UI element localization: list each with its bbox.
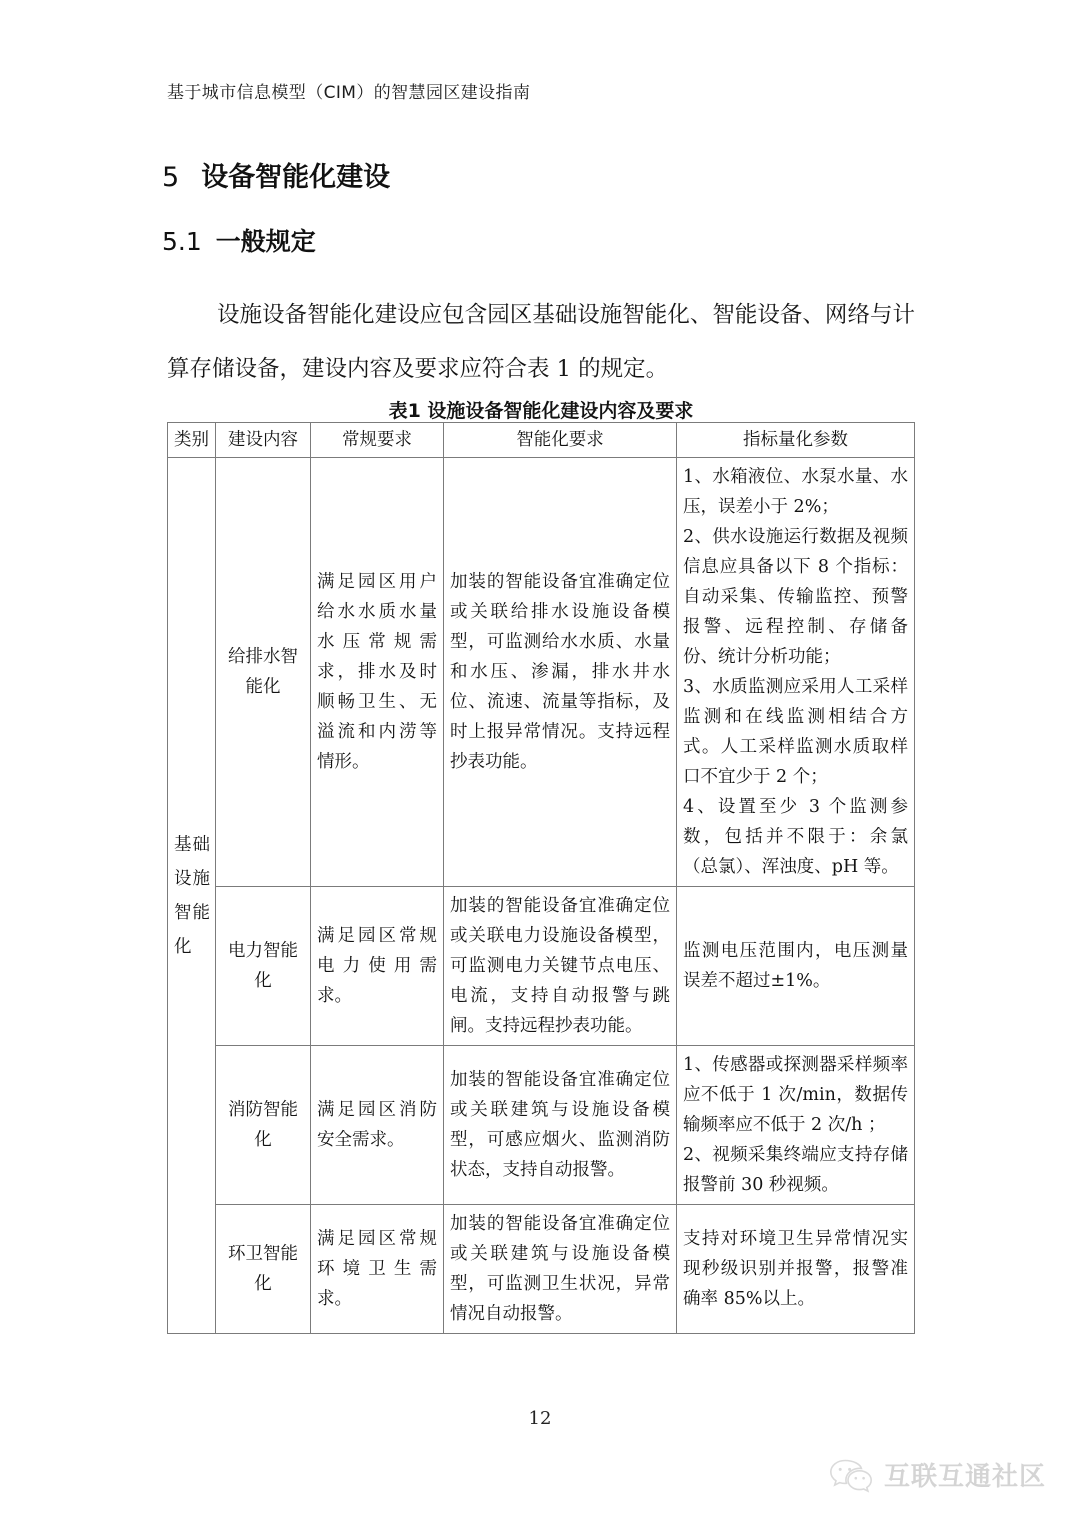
- watermark-text: 互联互通社区: [884, 1462, 1047, 1492]
- spec-table-wrapper: [167, 422, 914, 1334]
- param-line: 监测电压范围内，电压测量误差不超过±1%。: [683, 941, 908, 991]
- table-header-conventional: 常规要求: [311, 423, 444, 458]
- cell-item: 电力智能化: [216, 887, 311, 1046]
- table-header-item: 建设内容: [216, 423, 311, 458]
- cell-item: 消防智能化: [216, 1046, 311, 1205]
- table-row: [168, 887, 915, 1046]
- table-header-category: 类别: [168, 423, 216, 458]
- table-row: [168, 458, 915, 887]
- cell-conventional: 满足园区用户给水水质水量水压常规需求，排水及时顺畅卫生、无溢流和内涝等情形。: [311, 458, 444, 887]
- watermark: [828, 1456, 1046, 1493]
- section-heading: [162, 155, 390, 194]
- param-line: 2、视频采集终端应支持存储报警前 30 秒视频。: [683, 1145, 908, 1195]
- page-number: 12: [528, 1408, 552, 1429]
- param-line: 1、水箱液位、水泵水量、水压，误差小于 2%；: [683, 467, 908, 517]
- cell-smart: 加装的智能设备宜准确定位或关联给排水设施设备模型，可监测给水水质、水量和水压、渗漏，排水井水位、流速、流量等指标，及时上报异常情况。支持远程抄表功能。: [444, 458, 677, 887]
- cell-conventional: 满足园区常规环境卫生需求。: [311, 1205, 444, 1334]
- body-paragraph: 设施设备智能化建设应包含园区基础设施智能化、智能设备、网络与计算存储设备，建设内容及要求应符合表 1 的规定。: [167, 302, 915, 382]
- subsection-title: 一般规定: [215, 227, 316, 256]
- param-line: 1、传感器或探测器采样频率应不低于 1 次/min，数据传输频率应不低于 2 次/h ；: [683, 1055, 908, 1135]
- cell-params: [677, 1205, 915, 1334]
- subsection-number: 5.1: [162, 227, 202, 256]
- table-row: [168, 1046, 915, 1205]
- cell-conventional: 满足园区常规电力使用需求。: [311, 887, 444, 1046]
- cell-conventional: 满足园区消防安全需求。: [311, 1046, 444, 1205]
- cell-params: [677, 887, 915, 1046]
- param-line: 3、水质监测应采用人工采样监测和在线监测相结合方式。人工采样监测水质取样口不宜少于 2 个；: [683, 677, 908, 787]
- cell-params: [677, 1046, 915, 1205]
- wechat-bubbles-icon: [828, 1457, 874, 1493]
- param-line: 4、设置至少 3 个监测参数，包括并不限于：余氯（总氯）、浑浊度、pH 等。: [683, 797, 908, 877]
- running-header: 基于城市信息模型（CIM）的智慧园区建设指南: [167, 83, 531, 103]
- cell-params: [677, 458, 915, 887]
- table-header-smart: 智能化要求: [444, 423, 677, 458]
- cell-smart: 加装的智能设备宜准确定位或关联电力设施设备模型，可监测电力关键节点电压、电流，支持自动报警与跳闸。支持远程抄表功能。: [444, 887, 677, 1046]
- section-title: 设备智能化建设: [201, 162, 391, 193]
- table-header-params: 指标量化参数: [677, 423, 915, 458]
- spec-table: [167, 422, 915, 1334]
- cell-category: [168, 458, 216, 1334]
- category-label: 基础设施智能化: [174, 834, 210, 957]
- cell-smart: 加装的智能设备宜准确定位或关联建筑与设施设备模型，可监测卫生状况，异常情况自动报警。: [444, 1205, 677, 1334]
- cell-item: 环卫智能化: [216, 1205, 311, 1334]
- param-line: 支持对环境卫生异常情况实现秒级识别并报警，报警准确率 85%以上。: [683, 1229, 908, 1309]
- table-row: [168, 1205, 915, 1334]
- param-line: 2、供水设施运行数据及视频信息应具备以下 8 个指标：自动采集、传输监控、预警报警、远程控制、存储备份、统计分析功能；: [683, 527, 908, 667]
- cell-smart: 加装的智能设备宜准确定位或关联建筑与设施设备模型，可感应烟火、监测消防状态，支持自动报警。: [444, 1046, 677, 1205]
- section-number: 5: [162, 162, 180, 193]
- table-caption: 表1 设施设备智能化建设内容及要求: [388, 400, 694, 422]
- subsection-heading: [162, 222, 316, 258]
- table-header-row: [168, 423, 915, 458]
- cell-item: 给排水智能化: [216, 458, 311, 887]
